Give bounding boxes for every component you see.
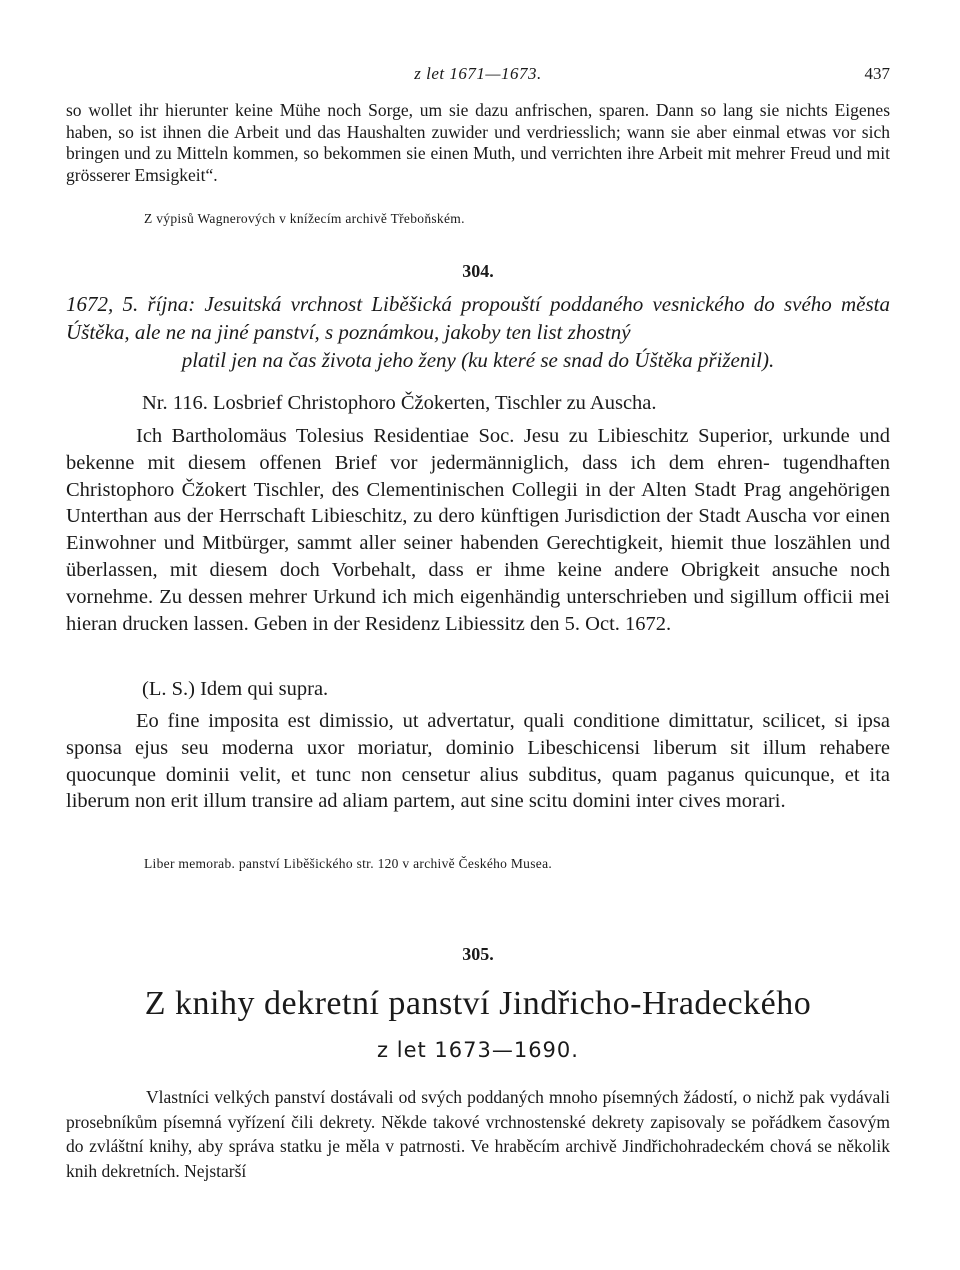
document-303-source-note: Z výpisů Wagnerových v knížecím archivě Třeboňském. [144, 211, 465, 226]
document-304-regest [66, 290, 890, 374]
document-304-body: Ich Bartholomäus Tolesius Residentiae Soc. Jesu zu Libieschitz Superior, urkunde und bekenne mit diesem offenen Brief vor jedermänniglich, dass ich dem ehren- tugendhaften Christophoro Čžokert Tischler, des Clementinischen Collegii in der Alten Stadt Prag angehörigen Unterthan aus der Herrschaft Libieschitz, zu dero künftigen Jurisdiction der Stadt Auscha vor einen Einwohner und Mitbürger, sammt aller seiner habenden Gerechtigkeit, hiemit thue loszählen und überlassen, mit diesem doch Vorbehalt, dass er ihme keine andere Obrigkeit ansuche noch vornehme. Zu dessen mehrer Urkund ich mich eigenhändig unterschrieben und sigillum officii mei hieran drucken lassen. Geben in der Residenz Libiessitz den 5. Oct. 1672. [66, 425, 890, 635]
running-title: z let 1671—1673. [414, 64, 542, 83]
document-305-number: 305. [462, 944, 494, 964]
document-303-closing-text: so wollet ihr hierunter keine Mühe noch Sorge, um sie dazu anfrischen, sparen. Dann so lang sie nichts Eigenes haben, so ist ihnen die Arbeit und das Haushalten zuwider und verdriesslich; wann sie aber einmal etwas vor sich bringen und zu Mitteln kommen, so bekommen sie einen Muth, und verrichten ihre Arbeit mit mehrer Freud und mit grösserer Emsigkeit“. [66, 100, 890, 185]
document-304-regest-main: 1672, 5. října: Jesuitská vrchnost Liběšická propouští poddaného vesnického do svého města Úštěka, ale ne na jiné panství, s poznámkou, jakoby ten list zhostný [66, 292, 890, 344]
section-intro: Vlastníci velkých panství dostávali od svých poddaných mnoho písemných žádostí, o nichž pak vydávali prosebníkům písemná vyřízení čili dekrety. Někde takové vrchnostenské dekrety zapisovaly se pořádkem časovým do zvláštní knihy, aby správa statku je měla v patrnosti. Ve hraběcím archivě Jindřichohradeckém chová se několik knih dekretních. Nejstarší [66, 1087, 890, 1181]
document-304-heading: Nr. 116. Losbrief Christophoro Čžokerten, Tischler zu Auscha. [142, 392, 657, 414]
page-number: 437 [864, 64, 890, 83]
section-subtitle: z let 1673—1690. [377, 1038, 579, 1062]
section-title: Z knihy dekretní panství Jindřicho-Hradeckého [144, 985, 812, 1022]
document-304-regest-last-line: platil jen na čas života jeho ženy (ku které se snad do Úštěka přiženil). [181, 348, 775, 372]
document-304-number: 304. [462, 261, 494, 281]
running-header [66, 64, 890, 86]
document-304-source-note: Liber memorab. panství Liběšického str. 120 v archivě Českého Musea. [144, 856, 553, 871]
document-304-signature: (L. S.) Idem qui supra. [142, 678, 329, 700]
document-304-latin-note: Eo fine imposita est dimissio, ut advertatur, quali conditione dimittatur, scilicet, si ipsa sponsa ejus seu moderna uxor moriatur, dominio Libeschicensi liberum sit illum rehabere quocunque dominii velit, et tunc non censetur alius subditus, quam paganus quicunque, et ita liberum non erit illum transire ad aliam partem, aut sine scitu domini inter cives morari. [66, 710, 890, 813]
